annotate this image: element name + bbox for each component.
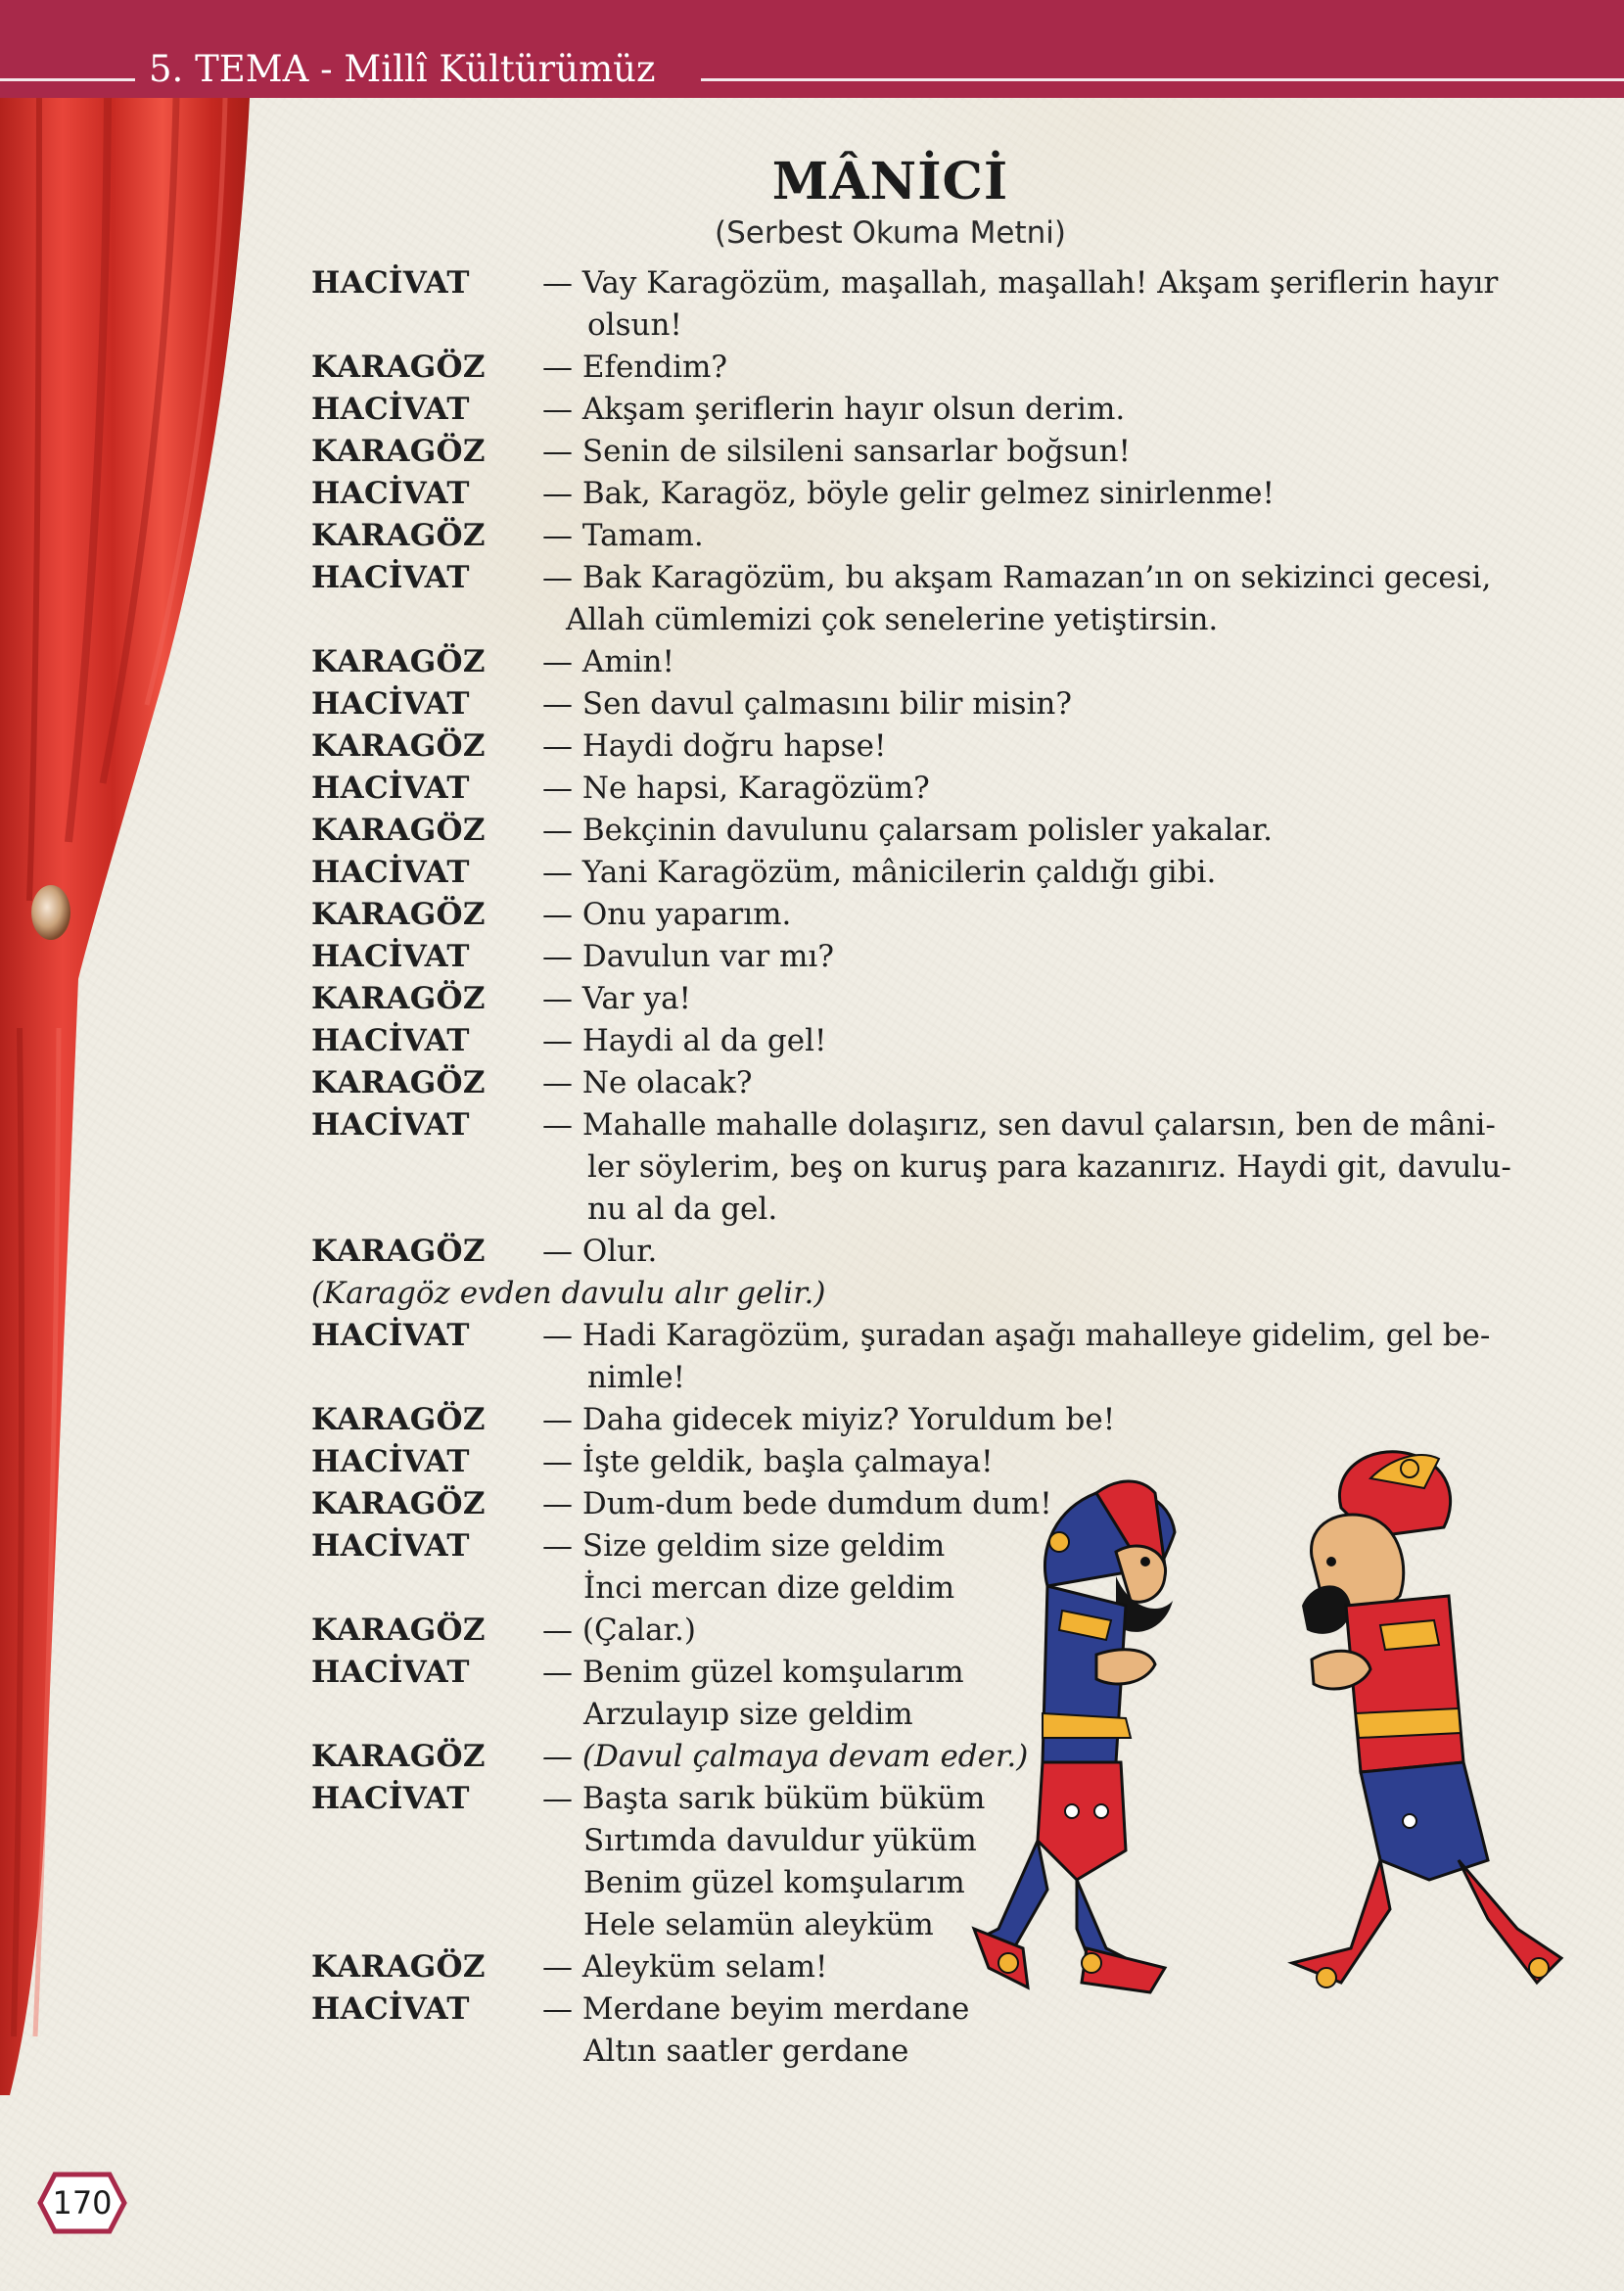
speech-text: — Haydi doğru hapse!	[542, 728, 887, 764]
speaker-name: HACİVAT	[311, 1023, 470, 1058]
speech-text: — Başta sarık büküm büküm	[542, 1781, 986, 1816]
speaker-name: KARAGÖZ	[311, 728, 486, 764]
speech-text: — Dum-dum bede dumdum dum!	[542, 1486, 1052, 1521]
speech-text: nu al da gel.	[587, 1192, 778, 1227]
speech-text: — Olur.	[542, 1234, 658, 1269]
speaker-name: KARAGÖZ	[311, 518, 486, 553]
speech-text: — Var ya!	[542, 981, 692, 1016]
speech-text: — Tamam.	[542, 518, 704, 553]
dialogue-line	[311, 1146, 1511, 1189]
speech-text: — İşte geldik, başla çalmaya!	[542, 1444, 994, 1479]
dialogue-line	[311, 473, 1486, 515]
dialogue-line	[311, 1062, 1486, 1104]
dialogue-line	[311, 1231, 1486, 1273]
speaker-name: HACİVAT	[311, 560, 470, 595]
dialogue-line	[311, 599, 1486, 641]
speech-text: — Davulun var mı?	[542, 939, 834, 974]
dialogue-line	[311, 1357, 1486, 1399]
speech-text: ler söylerim, beş on kuruş para kazanırız. Haydi git, davulu-	[587, 1149, 1511, 1185]
speech-text: — Vay Karagözüm, maşallah, maşallah! Akşam şeriflerin hayır	[542, 265, 1499, 301]
hacivat-puppet	[1292, 1452, 1561, 1987]
karagoz-hacivat-illustration	[969, 1439, 1605, 2046]
speaker-name: HACİVAT	[311, 855, 470, 890]
speaker-name: HACİVAT	[311, 771, 470, 806]
dialogue-line	[311, 1020, 1486, 1062]
dialogue-line	[311, 852, 1486, 894]
theme-title: 5. TEMA - Millî Kültürümüz	[149, 48, 656, 90]
speech-text: — Onu yaparım.	[542, 897, 792, 932]
speech-text: Hele selamün aleyküm	[583, 1907, 934, 1942]
speech-text: Sırtımda davuldur yüküm	[583, 1823, 977, 1858]
speech-text: — Ne hapsi, Karagözüm?	[542, 771, 930, 806]
speech-text: Benim güzel komşularım	[583, 1865, 965, 1900]
speech-text: — (Davul çalmaya devam eder.)	[542, 1739, 1029, 1774]
speech-text: — Sen davul çalmasını bilir misin?	[542, 686, 1073, 722]
dialogue-line	[311, 725, 1486, 768]
speech-text: — Haydi al da gel!	[542, 1023, 827, 1058]
dialogue-line	[311, 1273, 1486, 1315]
speech-text: Altın saatler gerdane	[583, 2034, 909, 2069]
dialogue-line	[311, 389, 1486, 431]
speaker-name: KARAGÖZ	[311, 1949, 486, 1985]
speaker-name: HACİVAT	[311, 1991, 470, 2027]
speaker-name: KARAGÖZ	[311, 813, 486, 848]
speaker-name: HACİVAT	[311, 1318, 470, 1353]
speech-text: İnci mercan dize geldim	[583, 1570, 955, 1606]
karagoz-puppet	[974, 1481, 1175, 1992]
stage-direction: (Karagöz evden davulu alır gelir.)	[311, 1276, 826, 1311]
speaker-name: KARAGÖZ	[311, 897, 486, 932]
speaker-name: KARAGÖZ	[311, 981, 486, 1016]
speaker-name: HACİVAT	[311, 265, 470, 301]
speaker-name: KARAGÖZ	[311, 1065, 486, 1100]
speech-text: nimle!	[587, 1360, 685, 1395]
speaker-name: KARAGÖZ	[311, 1486, 486, 1521]
dialogue-line	[311, 1189, 1486, 1231]
speech-text: — Bak Karagözüm, bu akşam Ramazan’ın on sekizinci gecesi,	[542, 560, 1492, 595]
speech-text: — Bak, Karagöz, böyle gelir gelmez sinirlenme!	[542, 476, 1275, 511]
dialogue-line	[311, 894, 1486, 936]
speaker-name: HACİVAT	[311, 1781, 470, 1816]
dialogue-line	[311, 683, 1486, 725]
speech-text: — Akşam şeriflerin hayır olsun derim.	[542, 392, 1126, 427]
header-rule-left	[0, 78, 135, 81]
dialogue-line	[311, 768, 1486, 810]
speech-text: Allah cümlemizi çok senelerine yetiştirsin.	[566, 602, 1219, 637]
speech-text: — Hadi Karagözüm, şuradan aşağı mahalleye gidelim, gel be-	[542, 1318, 1491, 1353]
speech-text: — Efendim?	[542, 350, 728, 385]
speaker-name: KARAGÖZ	[311, 1613, 486, 1648]
speech-text: — Aleyküm selam!	[542, 1949, 828, 1985]
speaker-name: HACİVAT	[311, 939, 470, 974]
dialogue-line	[311, 515, 1486, 557]
speech-text: — Senin de silsileni sansarlar boğsun!	[542, 434, 1132, 469]
speaker-name: KARAGÖZ	[311, 1234, 486, 1269]
speech-text: Arzulayıp size geldim	[583, 1697, 913, 1732]
dialogue-line	[311, 936, 1486, 978]
speech-text: — Size geldim size geldim	[542, 1528, 946, 1564]
speaker-name: HACİVAT	[311, 392, 470, 427]
header-rule-right	[701, 78, 1624, 81]
speaker-name: HACİVAT	[311, 476, 470, 511]
speech-text: olsun!	[587, 307, 682, 343]
speech-text: — Benim güzel komşularım	[542, 1655, 964, 1690]
dialogue-line	[311, 431, 1486, 473]
speech-text: — Daha gidecek miyiz? Yoruldum be!	[542, 1402, 1116, 1437]
speaker-name: HACİVAT	[311, 1444, 470, 1479]
dialogue-line	[311, 262, 1499, 304]
speech-text: — Merdane beyim merdane	[542, 1991, 970, 2027]
dialogue-line	[311, 810, 1486, 852]
speech-text: — Yani Karagözüm, mânicilerin çaldığı gibi.	[542, 855, 1217, 890]
speaker-name: KARAGÖZ	[311, 1739, 486, 1774]
red-curtain-illustration	[0, 98, 274, 2095]
dialogue-line	[311, 1315, 1491, 1357]
dialogue-line	[311, 557, 1492, 599]
dialogue-line	[311, 1399, 1486, 1441]
speaker-name: HACİVAT	[311, 686, 470, 722]
dialogue-line	[311, 1104, 1496, 1146]
speaker-name: KARAGÖZ	[311, 434, 486, 469]
speaker-name: KARAGÖZ	[311, 644, 486, 679]
speaker-name: HACİVAT	[311, 1107, 470, 1143]
dialogue-line	[311, 641, 1486, 683]
speaker-name: HACİVAT	[311, 1655, 470, 1690]
speaker-name: KARAGÖZ	[311, 350, 486, 385]
dialogue-line	[311, 304, 1486, 347]
dialogue-line	[311, 347, 1486, 389]
page-subtitle: (Serbest Okuma Metni)	[715, 215, 1066, 251]
page-number: 170	[52, 2184, 113, 2221]
speech-text: — Amin!	[542, 644, 674, 679]
page-number-badge	[37, 2172, 127, 2234]
speaker-name: HACİVAT	[311, 1528, 470, 1564]
speech-text: — Bekçinin davulunu çalarsam polisler yakalar.	[542, 813, 1274, 848]
speech-text: — Mahalle mahalle dolaşırız, sen davul çalarsın, ben de mâni-	[542, 1107, 1496, 1143]
dialogue-line	[311, 978, 1486, 1020]
speech-text: — Ne olacak?	[542, 1065, 753, 1100]
speaker-name: KARAGÖZ	[311, 1402, 486, 1437]
speech-text: — (Çalar.)	[542, 1613, 696, 1648]
page-title: MÂNİCİ	[771, 152, 1009, 211]
